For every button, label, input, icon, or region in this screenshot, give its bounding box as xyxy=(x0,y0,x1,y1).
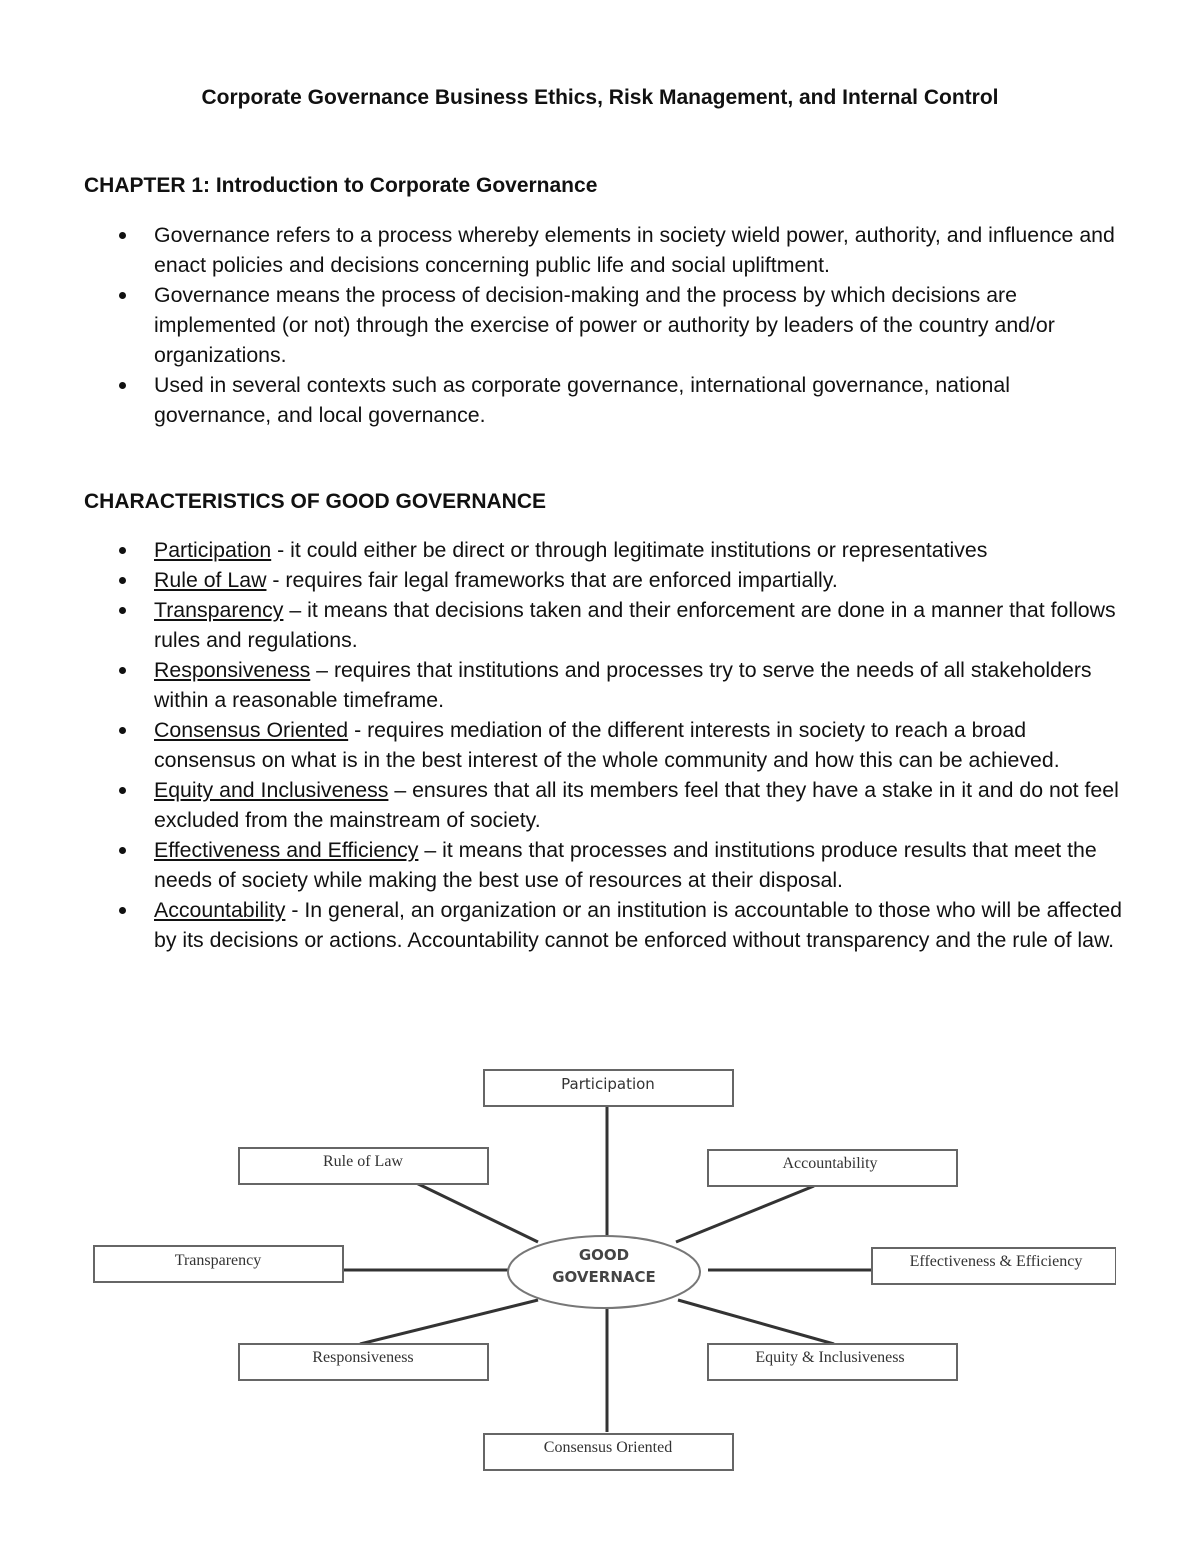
connector-rule-of-law xyxy=(410,1180,538,1242)
characteristics-list xyxy=(84,535,1124,955)
term: Participation xyxy=(154,538,272,562)
characteristic-equity xyxy=(84,775,1124,835)
connector-responsiveness xyxy=(360,1300,538,1344)
node-label-effectiveness: Effectiveness & Efficiency xyxy=(909,1253,1083,1270)
characteristic-consensus-oriented xyxy=(84,715,1124,775)
term: Consensus Oriented xyxy=(154,718,349,742)
characteristic-participation xyxy=(84,535,1124,565)
term: Accountability xyxy=(154,898,286,922)
term: Transparency xyxy=(154,598,284,622)
list-item: Used in several contexts such as corporate governance, international governance, national governance, and local governance. xyxy=(84,370,1124,430)
chapter-bullet-list xyxy=(84,220,1124,430)
node-label-accountability: Accountability xyxy=(782,1155,878,1172)
node-label-transparency: Transparency xyxy=(174,1252,262,1269)
characteristic-rule-of-law xyxy=(84,565,1124,595)
characteristic-responsiveness xyxy=(84,655,1124,715)
description: - requires mediation of the different interests in society to reach a broad consensus on what is in the best interest of the whole community and how this can be achieved. xyxy=(154,718,1060,772)
chapter-heading: CHAPTER 1: Introduction to Corporate Governance xyxy=(84,174,598,197)
description: – it means that decisions taken and their enforcement are done in a manner that follows rules and regulations. xyxy=(154,598,1116,652)
description: – it means that processes and institutions produce results that meet the needs of society while making the best use of resources at their disposal. xyxy=(154,838,1097,892)
node-label-responsiveness: Responsiveness xyxy=(312,1349,414,1366)
connector-accountability xyxy=(676,1186,814,1242)
term: Effectiveness and Efficiency xyxy=(154,838,419,862)
node-label-rule-of-law: Rule of Law xyxy=(323,1153,403,1170)
document-title: Corporate Governance Business Ethics, Risk Management, and Internal Control xyxy=(201,86,999,109)
term: Responsiveness xyxy=(154,658,311,682)
description: - In general, an organization or an institution is accountable to those who will be affected by its decisions or actions. Accountability cannot be enforced without transparency and the rule of law. xyxy=(154,898,1123,952)
good-governance-diagram xyxy=(92,1020,1116,1490)
characteristic-transparency xyxy=(84,595,1124,655)
node-label-consensus: Consensus Oriented xyxy=(543,1439,673,1456)
characteristics-heading: CHARACTERISTICS OF GOOD GOVERNANCE xyxy=(84,490,547,513)
characteristic-accountability xyxy=(84,895,1124,955)
description: - it could either be direct or through legitimate institutions or representatives xyxy=(271,538,988,562)
center-label-line2: GOVERNACE xyxy=(552,1268,656,1286)
center-label-line1: GOOD xyxy=(578,1246,630,1264)
description: - requires fair legal frameworks that are enforced impartially. xyxy=(266,568,838,592)
connector-equity xyxy=(678,1300,834,1344)
list-item: Governance refers to a process whereby elements in society wield power, authority, and influence and enact policies and decisions concerning public life and social upliftment. xyxy=(84,220,1124,280)
description: – ensures that all its members feel that they have a stake in it and do not feel excluded from the mainstream of society. xyxy=(154,778,1119,832)
list-item: Governance means the process of decision-making and the process by which decisions are implemented (or not) through the exercise of power or authority by leaders of the country and/or organizations. xyxy=(84,280,1124,370)
characteristic-effectiveness xyxy=(84,835,1124,895)
node-label-equity: Equity & Inclusiveness xyxy=(755,1349,905,1366)
term: Equity and Inclusiveness xyxy=(154,778,389,802)
node-label-participation: Participation xyxy=(561,1075,655,1093)
term: Rule of Law xyxy=(154,568,267,592)
description: – requires that institutions and processes try to serve the needs of all stakeholders within a reasonable timeframe. xyxy=(154,658,1092,712)
